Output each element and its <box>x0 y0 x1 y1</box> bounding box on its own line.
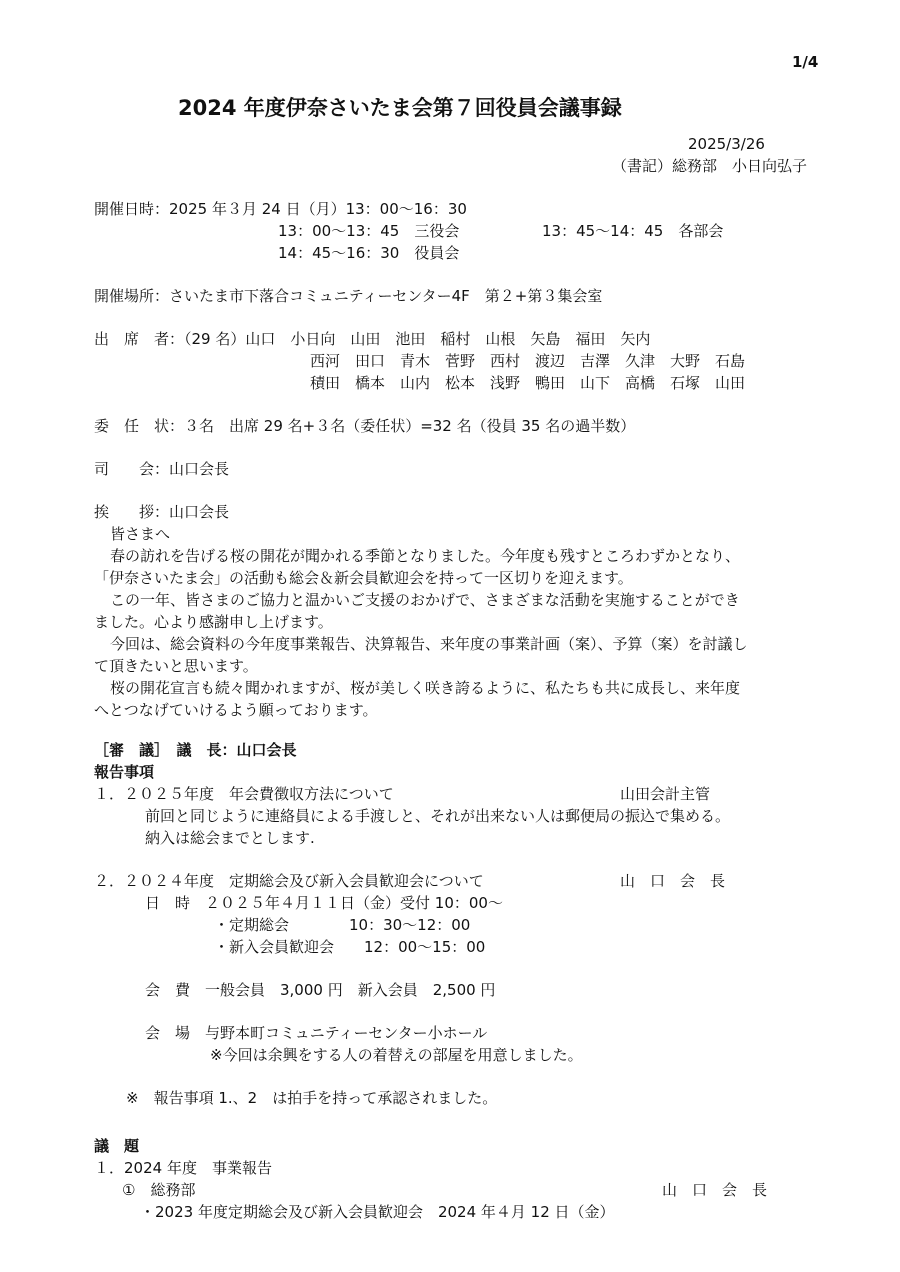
agenda-item-1-title: １．2024 年度 事業報告 <box>94 1159 272 1177</box>
schedule-sanyakukai: 13：00～13：45 三役会 <box>278 222 460 240</box>
greeting-speaker: 挨 拶：山口会長 <box>94 503 230 521</box>
greeting-paragraph: 「伊奈さいたま会」の活動も総会＆新会員歓迎会を持って一区切りを迎えます。 <box>94 569 633 587</box>
greeting-paragraph: 春の訪れを告げる桜の開花が聞かれる季節となりました。今年度も残すところわずかとなり、 <box>110 547 741 565</box>
document-date: 2025/3/26 <box>688 135 765 153</box>
document-title: 2024 年度伊奈さいたま会第７回役員会議事録 <box>178 96 622 120</box>
greeting-paragraph: へとつなげていけるよう願っております。 <box>94 701 378 719</box>
attendees-line-3: 積田 橋本 山内 松本 浅野 鴨田 山下 高橋 石塚 山田 <box>310 374 746 392</box>
report-item-1-person: 山田会計主管 <box>620 785 711 803</box>
report-item-2-sub: ・新入会員歓迎会 12：00～15：00 <box>214 938 486 956</box>
greeting-paragraph: この一年、皆さまのご協力と温かいご支援のおかげで、さまざまな活動を実施することができ <box>110 591 740 609</box>
report-item-2-person: 山 口 会 長 <box>620 872 726 890</box>
report-items-header: 報告事項 <box>94 763 155 781</box>
greeting-paragraph: ました。心より感謝申し上げます。 <box>94 613 333 631</box>
report-item-2-note: ※今回は余興をする人の着替えの部屋を用意しました。 <box>210 1046 583 1064</box>
agenda-header: 議 題 <box>94 1137 140 1155</box>
report-item-2-fee: 会 費 一般会員 3,000 円 新入会員 2,500 円 <box>145 981 496 999</box>
deliberation-header: ［審 議］ 議 長：山口会長 <box>94 741 297 759</box>
approval-note: ※ 報告事項 1.、2 は拍手を持って承認されました。 <box>126 1089 498 1107</box>
greeting-paragraph: 桜の開花宣言も続々聞かれますが、桜が美しく咲き誇るように、私たちも共に成長し、来年度 <box>110 679 741 697</box>
report-item-2-sub: ・定期総会 10：30～12：00 <box>214 916 471 934</box>
meeting-place: 開催場所：さいたま市下落合コミュニティーセンター4F 第２+第３集会室 <box>94 287 603 305</box>
meeting-datetime: 開催日時：2025 年３月 24 日（月）13：00～16：30 <box>94 200 467 218</box>
greeting-paragraph: 今回は、総会資料の今年度事業報告、決算報告、来年度の事業計画（案）、予算（案）を討議し <box>110 635 748 653</box>
report-item-2-date: 日 時 ２０２５年４月１１日（金）受付 10：00～ <box>145 894 503 912</box>
attendees-line-1: 出 席 者：（29 名）山口 小日向 山田 池田 稲村 山根 矢島 福田 矢内 <box>94 330 651 348</box>
report-item-1-title: １．２０２５年度 年会費徴収方法について <box>94 785 394 803</box>
greeting-paragraph: 皆さまへ <box>110 525 171 543</box>
recorder: （書記）総務部 小日向弘子 <box>612 157 808 175</box>
agenda-sub-1-person: 山 口 会 長 <box>662 1181 768 1199</box>
report-item-1-body: 納入は総会までとします. <box>145 829 315 847</box>
attendees-line-2: 西河 田口 青木 菅野 西村 渡辺 吉澤 久津 大野 石島 <box>310 352 746 370</box>
schedule-yakuinkai: 14：45～16：30 役員会 <box>278 244 460 262</box>
schedule-kakubukai: 13：45～14：45 各部会 <box>542 222 724 240</box>
page-number: 1/4 <box>792 53 819 71</box>
report-item-1-body: 前回と同じように連絡員による手渡しと、それが出来ない人は郵便局の振込で集める。 <box>145 807 731 825</box>
chairperson: 司 会：山口会長 <box>94 460 230 478</box>
agenda-sub-1-bullet: ・2023 年度定期総会及び新入会員歓迎会 2024 年４月 12 日（金） <box>140 1203 615 1221</box>
report-item-2-venue: 会 場 与野本町コミュニティーセンター小ホール <box>145 1024 488 1042</box>
report-item-2-title: ２．２０２４年度 定期総会及び新入会員歓迎会について <box>94 872 484 890</box>
agenda-sub-1-label: ① 総務部 <box>122 1181 196 1199</box>
greeting-paragraph: て頂きたいと思います。 <box>94 657 258 675</box>
proxy-count: 委 任 状：３名 出席 29 名+３名（委任状）=32 名（役員 35 名の過半数） <box>94 417 636 435</box>
